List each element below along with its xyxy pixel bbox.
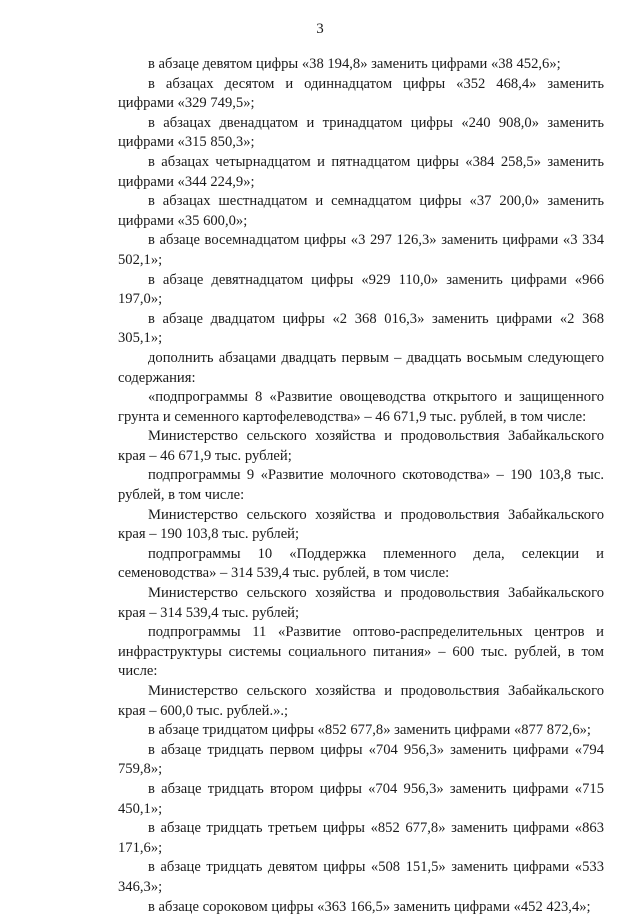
paragraph-16: подпрограммы 11 «Развитие оптово-распределительных центров и инфраструктуры системы социального питания» – 600 тыс. рублей, в том числе:: [118, 624, 604, 680]
paragraph-15: Министерство сельского хозяйства и продовольствия Забайкальского края – 314 539,4 тыс. рублей;: [118, 585, 604, 621]
paragraph-23: в абзаце сороковом цифры «363 166,5» заменить цифрами «452 423,4»;: [148, 898, 591, 915]
paragraph-6: в абзаце восемнадцатом цифры «3 297 126,3» заменить цифрами «3 334 502,1»;: [118, 232, 604, 268]
paragraph-18: в абзаце тридцатом цифры «852 677,8» заменить цифрами «877 872,6»;: [148, 722, 591, 739]
paragraph-21: в абзаце тридцать третьем цифры «852 677,8» заменить цифрами «863 171,6»;: [118, 820, 604, 856]
paragraph-13: Министерство сельского хозяйства и продовольствия Забайкальского края – 190 103,8 тыс. рублей;: [118, 506, 604, 543]
paragraph-22: в абзаце тридцать девятом цифры «508 151,5» заменить цифрами «533 346,3»;: [118, 859, 604, 895]
paragraph-2: в абзацах десятом и одиннадцатом цифры «352 468,4» заменить цифрами «329 749,5»;: [118, 75, 604, 112]
paragraph-7: в абзаце девятнадцатом цифры «929 110,0» заменить цифрами «966 197,0»;: [118, 271, 604, 308]
paragraph-5: в абзацах шестнадцатом и семнадцатом цифры «37 200,0» заменить цифрами «35 600,0»;: [118, 193, 604, 229]
document-body: [118, 55, 604, 917]
paragraph-19: в абзаце тридцать первом цифры «704 956,3» заменить цифрами «794 759,8»;: [118, 741, 604, 778]
paragraph-4: в абзацах четырнадцатом и пятнадцатом цифры «384 258,5» заменить цифрами «344 224,9»;: [118, 153, 604, 190]
paragraph-1: в абзаце девятом цифры «38 194,8» заменить цифрами «38 452,6»;: [148, 56, 561, 72]
paragraph-9: дополнить абзацами двадцать первым – двадцать восьмым следующего содержания:: [118, 349, 604, 386]
paragraph-3: в абзацах двенадцатом и тринадцатом цифры «240 908,0» заменить цифрами «315 850,3»;: [118, 114, 604, 151]
paragraph-20: в абзаце тридцать втором цифры «704 956,3» заменить цифрами «715 450,1»;: [118, 780, 604, 817]
paragraph-8: в абзаце двадцатом цифры «2 368 016,3» заменить цифрами «2 368 305,1»;: [118, 310, 604, 347]
paragraph-11: Министерство сельского хозяйства и продовольствия Забайкальского края – 46 671,9 тыс. рублей;: [118, 428, 604, 464]
paragraph-14: подпрограммы 10 «Поддержка племенного дела, селекции и семеноводства» – 314 539,4 тыс. рублей, в том числе:: [118, 545, 604, 582]
paragraph-17: Министерство сельского хозяйства и продовольствия Забайкальского края – 600,0 тыс. рублей.».;: [118, 683, 604, 719]
paragraph-10: «подпрограммы 8 «Развитие овощеводства открытого и защищенного грунта и семенного картофелеводства» – 46 671,9 тыс. рублей, в том числе:: [118, 389, 604, 425]
page-number: 3: [316, 21, 324, 37]
paragraph-12: подпрограммы 9 «Развитие молочного скотоводства» – 190 103,8 тыс. рублей, в том числе:: [118, 467, 604, 504]
